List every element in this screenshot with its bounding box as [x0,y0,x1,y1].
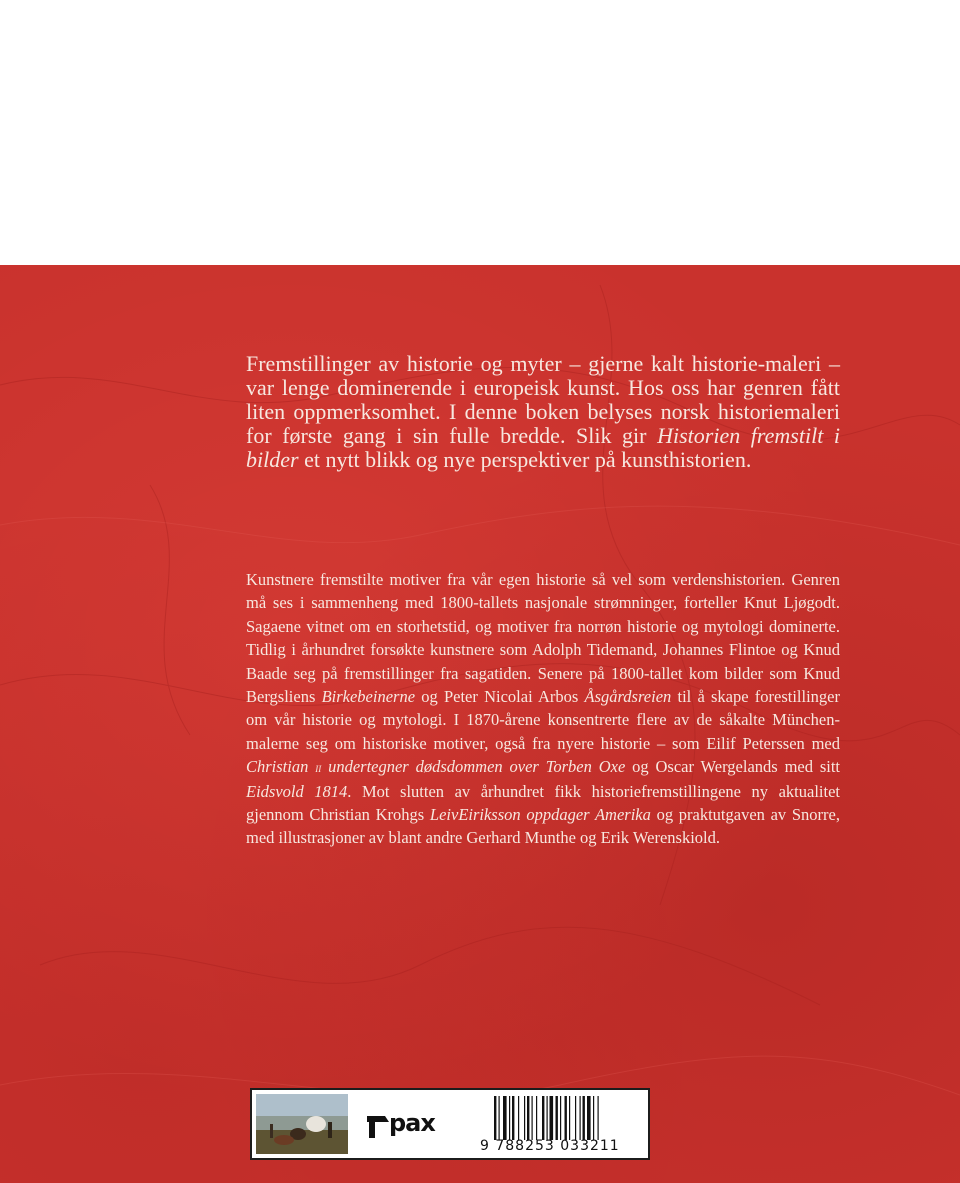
barcode-bar [560,1096,561,1140]
barcode-bar [547,1096,548,1140]
barcode-bar [494,1096,496,1140]
body-text-6: og praktutgaven av Snorre, med illustrasjoner av blant andre Gerhard Munthe og Erik Werenskiold. [246,805,840,848]
barcode-bar [556,1096,558,1140]
barcode-label [250,1088,650,1160]
work-title-christian-b: undertegner dødsdommen over Torben Oxe [321,757,626,777]
barcode-bar [524,1096,525,1140]
barcode-bar [518,1096,519,1140]
barcode-bar [587,1096,591,1140]
body-text-4: og Oscar Wergelands med sitt [625,757,841,777]
barcode-bar [580,1096,581,1140]
work-title-eidsvold: Eidsvold 1814 [246,781,348,801]
barcode-bar [512,1096,514,1140]
work-title-christian-a: Christian [246,757,316,777]
barcode-bar [583,1096,585,1140]
work-title-asgardsreien: Åsgårdsreien [584,687,672,707]
work-title-birkebeinerne: Birkebeinerne [321,687,416,707]
pax-logo-icon [367,1112,389,1142]
body-paragraph [246,568,840,850]
barcode-bar [598,1096,599,1140]
barcode-bar [542,1096,544,1140]
intro-paragraph [246,352,840,472]
body-text-1: Kunstnere fremstilte motiver fra vår egen historie så vel som verdenshistorien. Genren må ses i sammenheng med 1800-tallets nasjonale strømninger, forteller Knut Ljøgodt. Sagaene vitnet om en storhetstid, og motiver fra norrøn historie og mytologi dominerte. Tidlig i århundret forsøkte kunstnere som Adolph Tidemand, Johannes Flintoe og Knud Baade seg på fremstillinger fra sagatiden. Senere på 1800-tallet kom bilder som Knud Bergsliens [246,570,840,707]
barcode-bar [503,1096,507,1140]
barcode [492,1096,642,1140]
work-title-christian-numeral: ii [315,760,322,776]
isbn-number: 9 788253 033211 [480,1138,620,1154]
barcode-bar [569,1096,570,1140]
work-title-christian [246,757,625,776]
body-text-5: . Mot slutten av århundret fikk historiefremstillingene ny aktualitet gjennom Christian Krohgs [246,781,840,825]
work-title-leiv-eiriksson: LeivEiriksson oppdager Amerika [429,805,651,825]
body-text-2: og Peter Nicolai Arbos [415,687,585,707]
barcode-bar [527,1096,529,1140]
barcode-bar [565,1096,567,1140]
intro-text-2: et nytt blikk og nye perspektiver på kunsthistorien. [298,447,752,472]
barcode-bar [593,1096,594,1140]
publisher-logo [367,1108,447,1142]
cover-painting-thumbnail [256,1094,348,1154]
intro-text-1: Fremstillinger av historie og myter – gjerne kalt historie-maleri – var lenge dominerende i europeisk kunst. Hos oss har genren fått liten oppmerksomhet. I denne boken belyses norsk historiemaleri for første gang i sin fulle bredde. Slik gir [246,351,840,448]
book-title: Historien fremstilt i bilder [246,423,840,472]
barcode-bar [499,1096,500,1140]
barcode-bar [532,1096,533,1140]
barcode-bar [575,1096,576,1140]
barcode-bar [550,1096,554,1140]
barcode-bar [536,1096,537,1140]
painting-image [256,1094,348,1154]
publisher-name: pax [389,1109,435,1137]
body-text-3: til å skape forestillinger om vår historie og mytologi. I 1870-årene konsentrerte flere av de såkalte München-malerne seg om historiske motiver, også fra nyere historie – som Eilif Peterssen med [246,687,840,753]
barcode-bar [509,1096,510,1140]
